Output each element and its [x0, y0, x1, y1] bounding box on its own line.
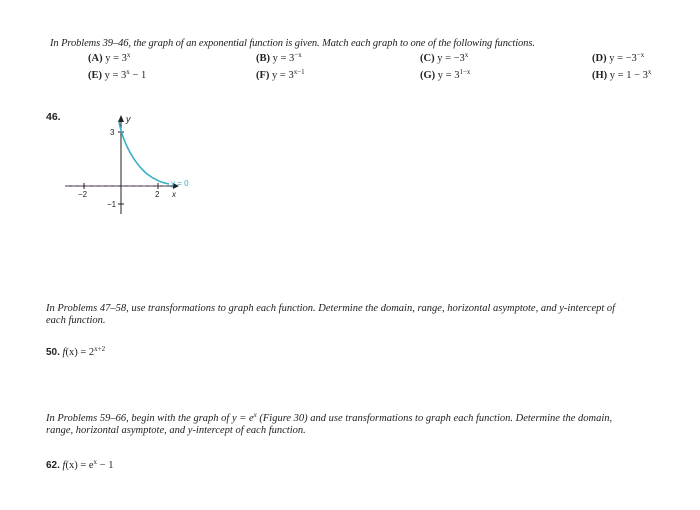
problem-62: 62. $f(x) = e^x - 1$ [46, 458, 114, 471]
choice-h: (H) $y = 1 - 3^x$ [592, 68, 652, 81]
choice-f: (F) $y = 3^{x-1}$ [256, 68, 305, 81]
y-axis-arrow [118, 115, 124, 122]
section2-instructions [46, 303, 696, 327]
problem-50-number: 50. [46, 347, 60, 358]
x-tick-label-neg2: −2 [78, 190, 88, 199]
exponential-curve [119, 122, 169, 184]
problem-46-number: 46. [46, 111, 61, 123]
problem-50: 50. $f(x) = 2^{x+2}$ [46, 345, 106, 358]
choice-c: (C) $y = -3^x$ [420, 51, 469, 64]
y-tick-label-neg1: −1 [107, 200, 117, 209]
y-axis-label: y [126, 114, 131, 124]
choice-a: (A) $y = 3^x$ [88, 51, 131, 64]
section1-instructions: In Problems 39–46, the graph of an exponential function is given. Match each graph to one of the following functions. [50, 38, 535, 49]
section3-instructions [46, 413, 696, 437]
section2-line2: each function. [46, 315, 106, 326]
section3-line2: range, horizontal asymptote, and y-intercept of each function. [46, 425, 306, 436]
x-axis-label: x [172, 190, 176, 199]
asymptote-label: y = 0 [171, 179, 189, 188]
choice-b: (B) $y = 3^{-x}$ [256, 51, 302, 64]
problem-46-graph [55, 110, 215, 220]
y-tick-label-3: 3 [110, 128, 115, 137]
choice-g: (G) $y = 3^{1-x}$ [420, 68, 471, 81]
problem-62-number: 62. [46, 460, 60, 471]
section3-line1: In Problems 59–66, begin with the graph of $y = e^x$ (Figure 30) and use transformations to graph each function. Determine the domain, [46, 411, 613, 424]
choice-e: (E) $y = 3^x - 1$ [88, 68, 147, 81]
x-tick-label-2: 2 [155, 190, 160, 199]
section2-line1: In Problems 47–58, use transformations to graph each function. Determine the domain, range, horizontal asymptote, and y-intercept of [46, 303, 616, 314]
choice-d: (D) $y = -3^{-x}$ [592, 51, 645, 64]
